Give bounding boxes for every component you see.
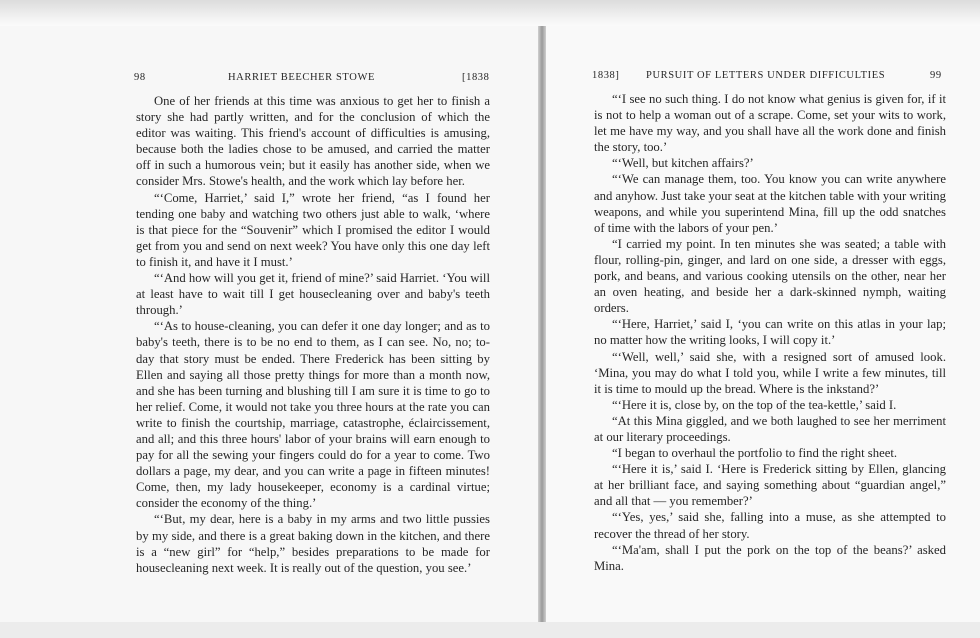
right-body [594,91,946,574]
paragraph: “‘And how will you get it, friend of mine?’ said Harriet. ‘You will at least have to wait till I get housecleaning over and baby's teeth through.’ [136,271,490,318]
left-body [136,93,490,576]
paragraph: “‘We can manage them, too. You know you can write anywhere and anyhow. Just take your seat at the kitchen table with your writing weapons, and while you superintend Mina, fill up the odd snatches of time with the labors of your pen.’ [594,172,946,235]
paragraph: “‘Yes, yes,’ said she, falling into a muse, as she attempted to recover the thread of her story. [594,510,946,541]
paragraph: “‘But, my dear, here is a baby in my arms and two little pussies by my side, and there is a great baking down in the kitchen, and there is a “new girl” for “help,” besides preparations to be made for housecleaning next week. It is really out of the question, you see.’ [136,512,490,575]
paragraph: “‘Ma'am, shall I put the pork on the top of the beans?’ asked Mina. [594,542,946,573]
paragraph: “I carried my point. In ten minutes she was seated; a table with flour, rolling-pin, ginger, and lard on one side, a dresser with eggs, pork, and beans, and various cooking utensils on the other, near her an oven heating, and beside her a dark-skinned nymph, waiting orders. [594,236,946,316]
paragraph: One of her friends at this time was anxious to get her to finish a story she had partly written, and for the conclusion of which the editor was waiting. This friend's account of difficulties is amusing, because both the ladies chose to be amused, and carried the matter off in such a humorous vein; but it easily has another side, when we consider Mrs. Stowe's health, and the work which lay before her. [136,94,490,189]
paragraph: “At this Mina giggled, and we both laughed to see her merriment at our literary proceedings. [594,413,946,444]
paragraph: “‘Here it is,’ said I. ‘Here is Frederick sitting by Ellen, glancing at her brilliant face, and saying something about “guardian angel,” and all that — you remember?’ [594,462,946,509]
left-running-year: [1838 [462,72,490,83]
paragraph: “I began to overhaul the portfolio to find the right sheet. [612,446,898,461]
left-running-title: HARRIET BEECHER STOWE [228,72,375,83]
paragraph: “‘Come, Harriet,’ said I,” wrote her friend, “as I found her tending one baby and watching two others just able to walk, ‘where is that piece for the “Souvenir” which I promised the editor I would get from you and send on next week? You have only this one day left to finish it, and have it I must.’ [136,190,490,269]
scan-bottom-band [0,622,980,638]
right-running-title: PURSUIT OF LETTERS UNDER DIFFICULTIES [646,70,886,81]
paragraph: “‘Well, well,’ said she, with a resigned sort of amused look. ‘Mina, you may do what I told you, while I write a few minutes, till it is time to mould up the bread. Where is the inkstand?’ [594,349,946,396]
left-page-number: 98 [134,72,146,83]
book-gutter [538,26,546,638]
paragraph: “‘Well, but kitchen affairs?’ [612,156,754,171]
paragraph: “‘Here it is, close by, on the top of the tea-kettle,’ said I. [612,397,897,412]
right-running-head [592,70,944,84]
right-running-year: 1838] [592,70,620,81]
paragraph: “‘As to house-cleaning, you can defer it one day longer; and as to baby's teeth, there is to be no end to them, as I can see. No, no; to-day that story must be ended. There Frederick has been sitting by Ellen and saying all those pretty things for more than a month now, and she has been turning and blushing till I am sure it is time to go to her relief. Come, it would not take you three hours at the rate you can write to finish the courtship, marriage, catastrophe, éclaircissement, and all; and this three hours' labor of your brains will earn enough to pay for all the sewing your fingers could do for a year to come. Two dollars a page, my dear, and you can write a page in fifteen minutes! Come, then, my lady housekeeper, economy is a cardinal virtue; consider the economy of the thing.’ [136,319,490,511]
left-running-head [134,72,490,86]
right-page-number: 99 [930,70,942,81]
paragraph: “‘Here, Harriet,’ said I, ‘you can write on this atlas in your lap; no matter how the writing looks, I will copy it.’ [594,317,946,348]
paragraph: “‘I see no such thing. I do not know what genius is given for, if it is not to help a woman out of a scrape. Come, set your wits to work, let me have my way, and you shall have all the work done and finish the story, too.’ [594,92,946,155]
